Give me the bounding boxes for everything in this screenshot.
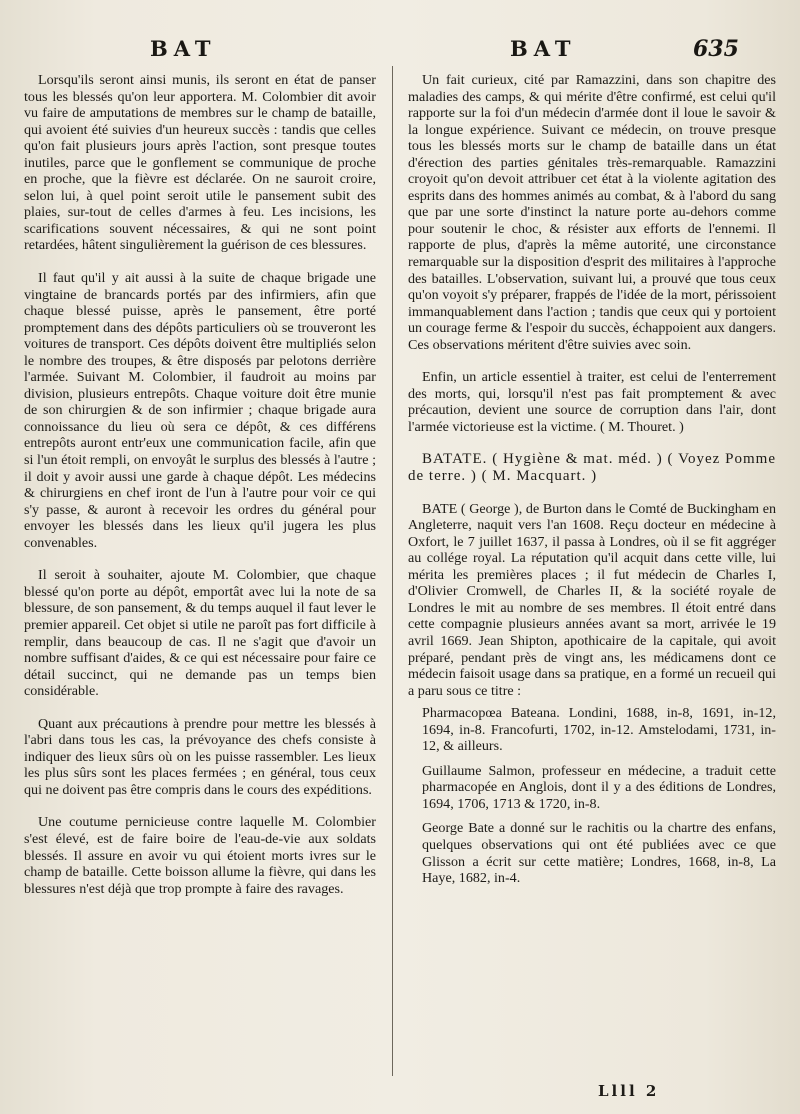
- running-head-right: BAT: [510, 36, 577, 61]
- paragraph: Il seroit à souhaiter, ajoute M. Colombier, que chaque blessé qu'on porte au dépôt, emportât avec lui la note de sa blessure, de son pansement, & du temps auquel il faut lever le premier appareil. Cet objet si utile ne paroît pas fort difficile à remplir, dans beaucoup de cas. Il ne s'agit que d'avoir un nombre suffisant d'aides, & ce qui est nécessaire pour faire ce détail succinct, qui ne demande pas un temps bien considérable.: [24, 567, 376, 700]
- paragraph: Lorsqu'ils seront ainsi munis, ils seront en état de panser tous les blessés qu'on leur apportera. M. Colombier dit avoir vu faire de amputations de membres sur le champ de bataille, qui avoient été suivies d'un heureux succès : tandis que celles qu'on fait plusieurs jours après l'action, sont presque toutes inutiles, parce que le gonflement se communique de proche en proche, que la fièvre est déclarée. On ne sauroit croire, selon lui, à quel point seroit utile le pansement subit des plaies, sur-tout de celles d'armes à feu. Les incisions, les scarifications souvent nécessaires, & qui ne sont point retardées, hâtent singulièrement la guérison de ces blessures.: [24, 72, 376, 254]
- right-column: [408, 72, 776, 895]
- page-number: 635: [693, 36, 739, 62]
- paragraph: Enfin, un article essentiel à traiter, est celui de l'enterrement des morts, qui, lorsqu'il n'est pas fait promptement & avec précaution, devient une source de corruption dans l'air, dont l'armée victorieuse est la victime. ( M. Thouret. ): [408, 369, 776, 435]
- left-column: [24, 72, 376, 913]
- paragraph: Une coutume pernicieuse contre laquelle M. Colombier s'est élevé, est de faire boire de l'eau-de-vie aux soldats blessés. Il assure en avoir vu qui étoient morts ivres sur le champ de bataille. Cette boisson allume la fièvre, qui dans les blessures n'est déjà que trop prompte à faire des ravages.: [24, 814, 376, 897]
- bibliography-item: Guillaume Salmon, professeur en médecine, a traduit cette pharmacopée en Anglois, dont il y a des éditions de Londres, 1694, 1706, 1713 & 1720, in-8.: [422, 762, 776, 812]
- entry-bate-george: BATE ( George ), de Burton dans le Comté de Buckingham en Angleterre, naquit vers l'an 1608. Reçu docteur en médecine à Oxfort, le 7 juillet 1637, il passa à Londres, où il se fit aggréger au collége royal. La réputation qu'il acquit dans cette ville, lui mérita les premières places ; il fut médecin de Charles I, d'Olivier Cromwell, de Charles II, & la société royale de Londres le mit au nombre de ses membres. Il étoit entré dans cette compagnie plusieurs années avant sa mort, arrivée le 19 avril 1669. Jean Shipton, apothicaire de la capitale, qui avoit préparé, pendant près de vingt ans, les médicamens dont ce médecin faisoit usage dans sa pratique, en a formé un recueil qui a paru sous ce titre :: [408, 500, 776, 699]
- bibliography-item: George Bate a donné sur le rachitis ou la chartre des enfans, quelques observations qui ont été publiées avec ce que Glisson a écrit sur cette matière; Londres, 1668, in-8, La Haye, 1682, in-4.: [422, 820, 776, 887]
- paragraph: Un fait curieux, cité par Ramazzini, dans son chapitre des maladies des camps, & qui mérite d'être confirmé, est celui qu'il rapporte sur la foi d'un médecin d'armée dont il loue le savoir & la longue expérience. Suivant ce médecin, on trouve presque tous les blessés morts sur le champ de bataille dans un état d'érection des parties génitales très-remarquable. Ramazzini croyoit qu'on devoit attribuer cet état à la violente agitation des esprits dans des hommes animés au combat, & à l'abord du sang que par une sorte d'instinct la nature porte au-dehors comme pour soutenir le choc, & résister aux efforts de l'ennemi. Il rapporte de plus, d'après la même autorité, une circonstance remarquable sur la disposition d'esprit des militaires à l'approche des batailles. L'observation, suivant lui, a prouvé que tous ceux qu'on voyoit s'y préparer, frappés de l'idée de la mort, périssoient immanquablement dans l'action ; tandis que ceux qui y portoient un courage ferme & l'espoir du succès, échappoient aux dangers. Ces observations méritent d'être suivies avec soin.: [408, 72, 776, 353]
- running-head-left: BAT: [150, 36, 217, 61]
- paragraph: Quant aux précautions à prendre pour mettre les blessés à l'abri dans tous les cas, la prévoyance des chefs consiste à indiquer des lieux sûrs où on les puisse rassembler. Les lieux les plus sûrs sont les places fermées ; en général, tous ceux qui ne doivent pas être compris dans le cours des expéditions.: [24, 715, 376, 798]
- signature-mark: Llll 2: [598, 1082, 660, 1100]
- column-divider: [392, 66, 393, 1076]
- entry-batate: BATATE. ( Hygiène & mat. méd. ) ( Voyez Pomme de terre. ) ( M. Macquart. ): [408, 451, 776, 485]
- bibliography-item: Pharmacopœa Bateana. Londini, 1688, in-8, 1691, in-12, 1694, in-8. Francofurti, 1702, in-12. Amstelodami, 1731, in-12, & ailleurs.: [422, 705, 776, 755]
- paragraph: Il faut qu'il y ait aussi à la suite de chaque brigade une vingtaine de brancards portés par des infirmiers, afin que chaque blessé puisse, après le pansement, être porté promptement dans des dépôts particuliers où se trouveront les voitures de transport. Ces dépôts doivent être multipliés selon le nombre des troupes, & être disposés par pelotons derrière l'armée. Suivant M. Colombier, il faudroit au moins par division, plusieurs entrepôts. Chaque voiture doit être munie de son chirurgien & de son infirmier ; chaque brigade aura connoissance du lieu où sera ce dépôt, & ces différens entrepôts auront entr'eux une communication facile, afin que si l'un étoit rempli, on envoyât le surplus des blessés à l'autre ; il doit y avoir aussi une garde à chaque dépôt. Les médecins & chirurgiens en chef iront de l'un à l'autre pour voir ce qui s'y passe, & auront à recevoir les ordres du général pour envoyer les blessés dans les lieux qu'il jugera les plus convenables.: [24, 270, 376, 551]
